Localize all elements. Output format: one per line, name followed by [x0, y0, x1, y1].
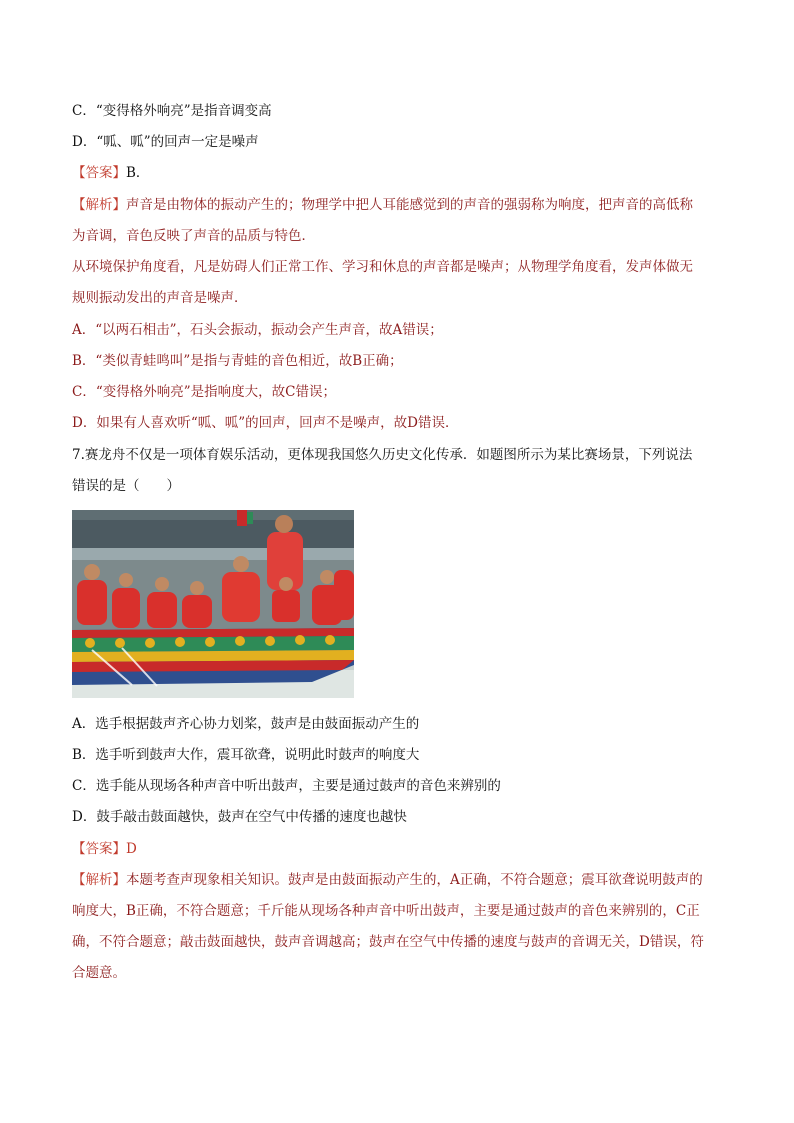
q7-answer	[72, 840, 137, 858]
q7-analysis-line-3: 确，不符合题意；敲击鼓面越快，鼓声音调越高；鼓声在空气中传播的速度与鼓声的音调无关，D错误，符	[72, 934, 704, 950]
q6-analysis-line-7: C．“变得格外响亮”是指响度大，故C错误；	[72, 384, 336, 400]
q6-analysis-line-8: D．如果有人喜欢听“呱、呱”的回声，回声不是噪声，故D错误．	[72, 415, 459, 431]
q6-answer	[72, 164, 149, 182]
analysis-text: 声音是由物体的振动产生的；物理学中把人耳能感觉到的声音的强弱称为响度，把声音的高低称	[126, 197, 693, 213]
q7-option-a: A．选手根据鼓声齐心协力划桨，鼓声是由鼓面振动产生的	[72, 716, 420, 732]
q7-option-d: D．鼓手敲击鼓面越快，鼓声在空气中传播的速度也越快	[72, 809, 407, 825]
q7-option-c: C．选手能从现场各种声音中听出鼓声，主要是通过鼓声的音色来辨别的	[72, 778, 501, 794]
analysis-text: 本题考查声现象相关知识。鼓声是由鼓面振动产生的，A正确，不符合题意；震耳欲聋说明鼓声的	[126, 872, 703, 888]
q7-analysis-line-2: 响度大，B正确，不符合题意；千斤能从现场各种声音中听出鼓声，主要是通过鼓声的音色来辨别的，C正	[72, 903, 700, 919]
answer-value: B．	[126, 165, 150, 181]
answer-value: D	[126, 841, 137, 857]
answer-tag: 【答案】	[72, 165, 126, 181]
q7-analysis-line-1	[72, 871, 703, 889]
dragon-boat-photo	[72, 510, 354, 698]
q6-option-c: C．“变得格外响亮”是指音调变高	[72, 103, 272, 119]
analysis-tag: 【解析】	[72, 197, 126, 213]
analysis-tag: 【解析】	[72, 872, 126, 888]
q6-analysis-line-4: 规则振动发出的声音是噪声．	[72, 290, 248, 306]
q7-stem-line-2: 错误的是（ ）	[72, 478, 180, 494]
q6-analysis-line-2: 为音调，音色反映了声音的品质与特色．	[72, 228, 315, 244]
q6-analysis-line-1	[72, 196, 693, 214]
q7-stem-line-1: 7.赛龙舟不仅是一项体育娱乐活动，更体现我国悠久历史文化传承．如题图所示为某比赛场景，下列说法	[72, 447, 693, 463]
q7-option-b: B．选手听到鼓声大作，震耳欲聋，说明此时鼓声的响度大	[72, 747, 420, 763]
q6-analysis-line-5: A．“以两石相击”，石头会振动，振动会产生声音，故A错误；	[72, 322, 443, 338]
q6-option-d: D．“呱、呱”的回声一定是噪声	[72, 134, 259, 150]
q6-analysis-line-6: B．“类似青蛙鸣叫”是指与青蛙的音色相近，故B正确；	[72, 353, 403, 369]
q6-analysis-line-3: 从环境保护角度看，凡是妨碍人们正常工作、学习和休息的声音都是噪声；从物理学角度看，发声体做无	[72, 259, 693, 275]
q7-analysis-line-4: 合题意。	[72, 965, 126, 981]
answer-tag: 【答案】	[72, 841, 126, 857]
